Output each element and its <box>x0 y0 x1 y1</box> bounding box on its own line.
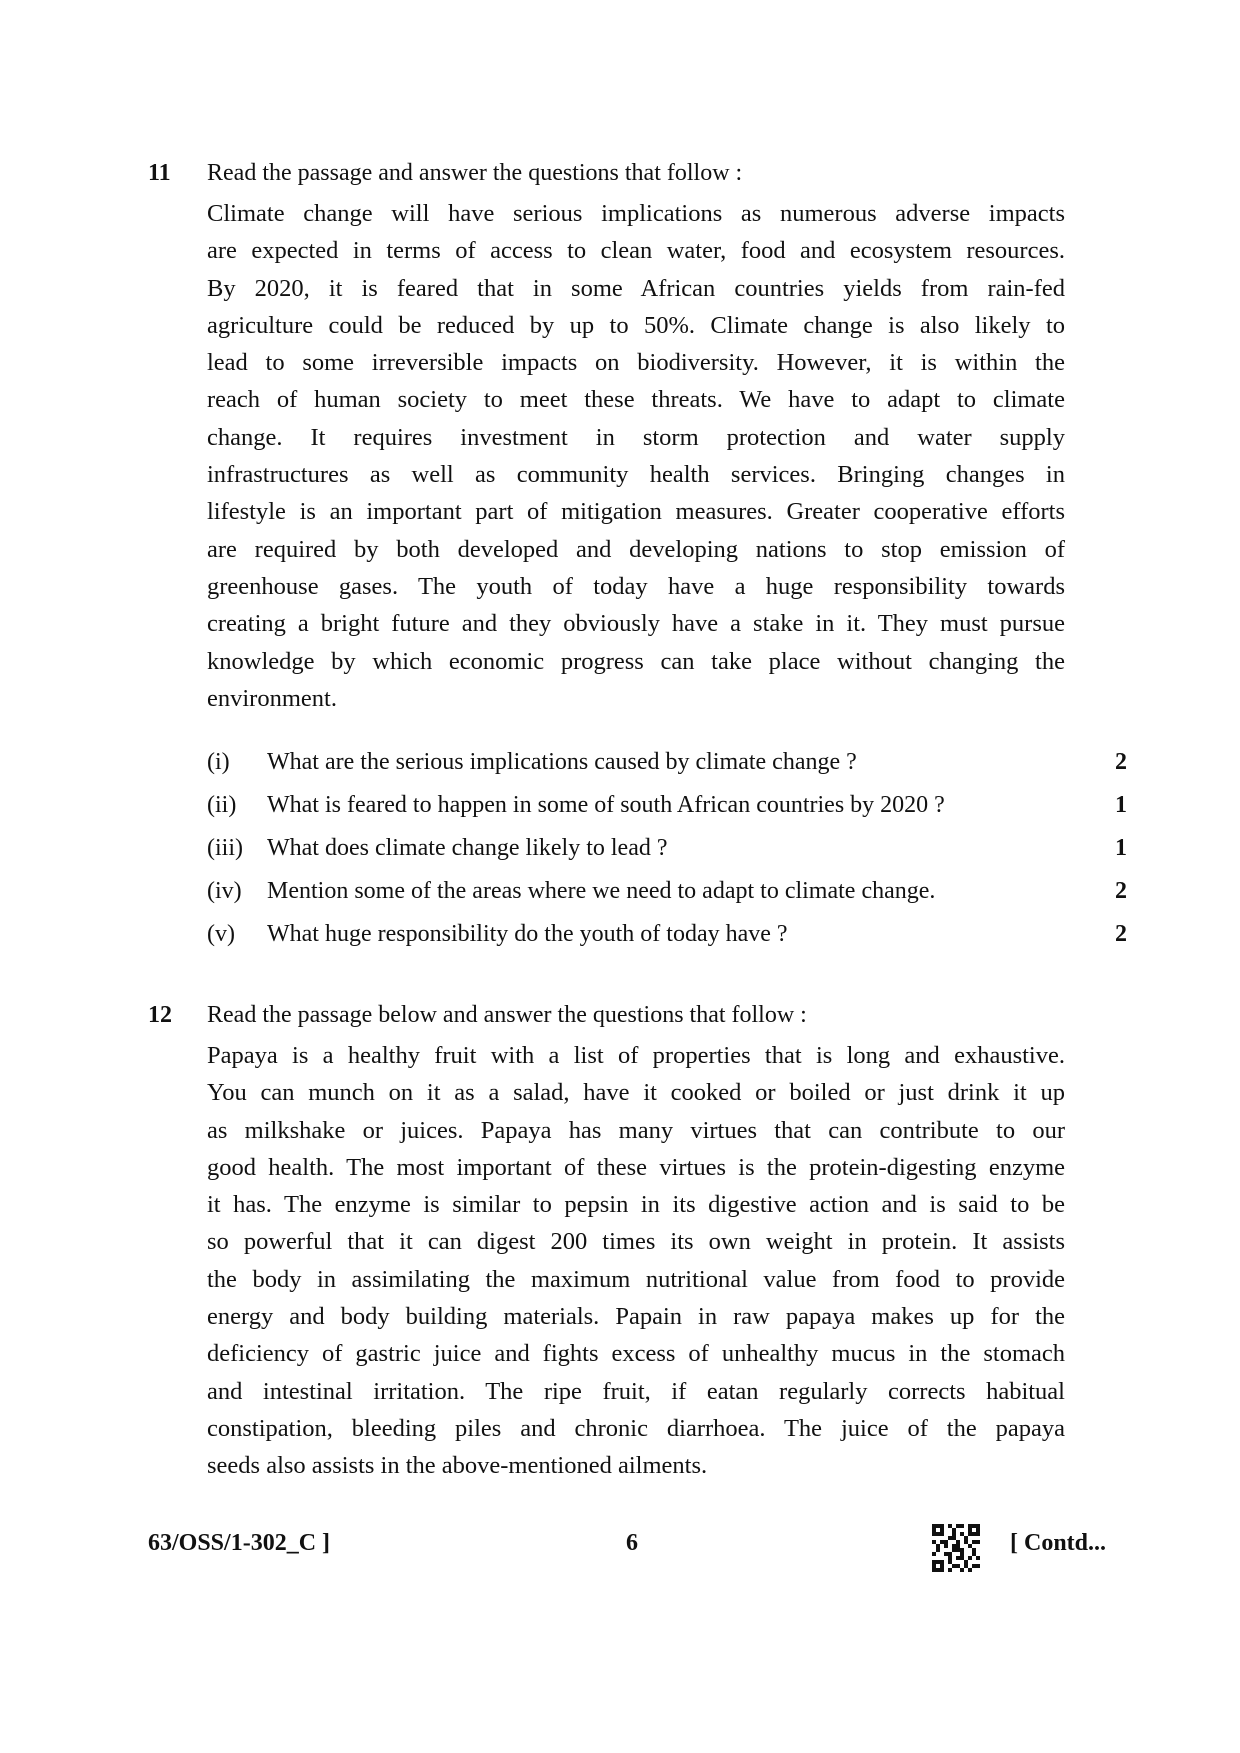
subquestion <box>207 749 1127 785</box>
subquestion-text: What is feared to happen in some of south African countries by 2020 ? <box>267 792 945 818</box>
passage-line: energy and body building materials. Papain in raw papaya makes up for the <box>207 1303 1065 1331</box>
subquestion-text: What huge responsibility do the youth of today have ? <box>267 921 788 947</box>
qr-code-icon <box>932 1524 980 1572</box>
subquestion-text: Mention some of the areas where we need to adapt to climate change. <box>267 878 936 904</box>
subquestion <box>207 835 1127 871</box>
question-number: 12 <box>148 1002 172 1028</box>
passage-line: By 2020, it is feared that in some African countries yields from rain-fed <box>207 274 1065 302</box>
subquestion-number: (iv) <box>207 878 242 904</box>
passage-line: deficiency of gastric juice and fights excess of unhealthy mucus in the stomach <box>207 1340 1065 1368</box>
passage-line: and intestinal irritation. The ripe fruit, if eatan regularly corrects habitual <box>207 1377 1065 1405</box>
subquestion-marks: 1 <box>1115 835 1127 861</box>
passage-line: lifestyle is an important part of mitigation measures. Greater cooperative efforts <box>207 498 1065 526</box>
page-footer <box>0 1530 1240 1570</box>
question-heading: Read the passage and answer the questions that follow : <box>207 160 743 186</box>
subquestion <box>207 792 1127 828</box>
subquestion-marks: 1 <box>1115 792 1127 818</box>
subquestion <box>207 878 1127 914</box>
question-number: 11 <box>148 160 171 186</box>
passage-line: are required by both developed and developing nations to stop emission of <box>207 535 1065 563</box>
paper-code: 63/OSS/1-302_C ] <box>148 1530 331 1556</box>
passage-line: the body in assimilating the maximum nutritional value from food to provide <box>207 1265 1065 1293</box>
subquestion-number: (ii) <box>207 792 237 818</box>
subquestion-marks: 2 <box>1115 921 1127 947</box>
passage-line: reach of human society to meet these threats. We have to adapt to climate <box>207 386 1065 414</box>
passage-line: environment. <box>207 684 337 712</box>
page-number: 6 <box>626 1530 638 1556</box>
passage-line: as milkshake or juices. Papaya has many virtues that can contribute to our <box>207 1116 1065 1144</box>
passage-line: seeds also assists in the above-mentioned ailments. <box>207 1452 708 1480</box>
question-heading: Read the passage below and answer the questions that follow : <box>207 1002 807 1028</box>
passage-line: so powerful that it can digest 200 times its own weight in protein. It assists <box>207 1228 1065 1256</box>
passage-line: it has. The enzyme is similar to pepsin in its digestive action and is said to be <box>207 1191 1065 1219</box>
passage-line: constipation, bleeding piles and chronic diarrhoea. The juice of the papaya <box>207 1414 1065 1442</box>
subquestion-number: (i) <box>207 749 230 775</box>
subquestion-marks: 2 <box>1115 878 1127 904</box>
subquestion-marks: 2 <box>1115 749 1127 775</box>
subquestion-text: What are the serious implications caused by climate change ? <box>267 749 857 775</box>
passage-line: Papaya is a healthy fruit with a list of properties that is long and exhaustive. <box>207 1042 1065 1069</box>
passage <box>207 195 1065 717</box>
passage-line: lead to some irreversible impacts on biodiversity. However, it is within the <box>207 349 1065 377</box>
continued-label: [ Contd... <box>1010 1530 1107 1556</box>
passage-line: are expected in terms of access to clean water, food and ecosystem resources. <box>207 237 1065 265</box>
passage-line: greenhouse gases. The youth of today have a huge responsibility towards <box>207 572 1065 600</box>
subquestion-number: (v) <box>207 921 235 947</box>
passage-line: Climate change will have serious implications as numerous adverse impacts <box>207 200 1065 227</box>
subquestion <box>207 921 1127 957</box>
passage-line: infrastructures as well as community health services. Bringing changes in <box>207 461 1065 489</box>
subquestion-text: What does climate change likely to lead ? <box>267 835 668 861</box>
passage-line: agriculture could be reduced by up to 50%. Climate change is also likely to <box>207 311 1065 339</box>
passage-line: change. It requires investment in storm protection and water supply <box>207 423 1065 451</box>
passage <box>207 1037 1065 1485</box>
subquestion-number: (iii) <box>207 835 243 861</box>
passage-line: good health. The most important of these virtues is the protein-digesting enzyme <box>207 1153 1065 1181</box>
passage-line: knowledge by which economic progress can take place without changing the <box>207 647 1065 675</box>
passage-line: You can munch on it as a salad, have it cooked or boiled or just drink it up <box>207 1079 1065 1107</box>
passage-line: creating a bright future and they obviously have a stake in it. They must pursue <box>207 610 1065 638</box>
